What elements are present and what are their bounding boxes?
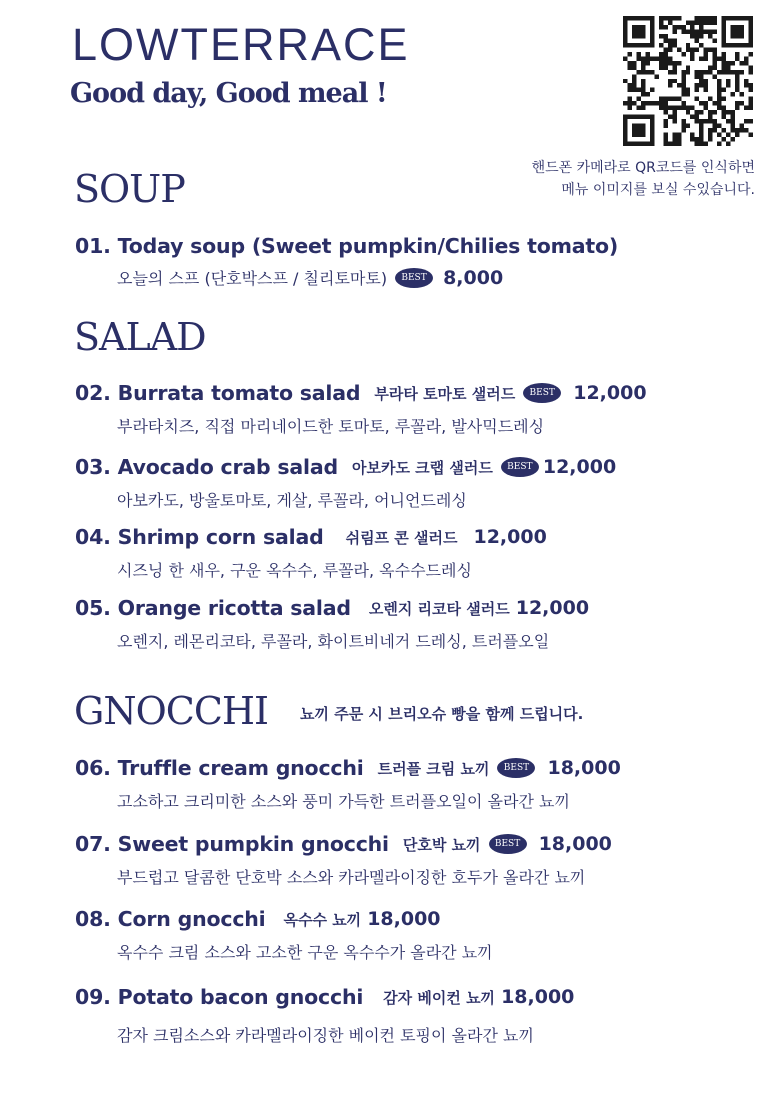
item-korean-name: 오렌지 리코타 샐러드: [368, 599, 510, 618]
item-korean-name: 감자 베이컨 뇨끼: [383, 988, 496, 1007]
menu-item-06: [75, 756, 621, 812]
item-description: 부라타치즈, 직접 마리네이드한 토마토, 루꼴라, 발사믹드레싱: [117, 417, 545, 436]
item-name: 07. Sweet pumpkin gnocchi: [75, 832, 389, 856]
item-name: 08. Corn gnocchi: [75, 907, 266, 931]
item-name: 01. Today soup (Sweet pumpkin/Chilies tomato): [75, 234, 619, 258]
item-description: 고소하고 크리미한 소스와 풍미 가득한 트러플오일이 올라간 뇨끼: [117, 792, 570, 811]
best-badge-icon: BEST: [395, 268, 433, 288]
qr-instruction-line-2: 메뉴 이미지를 보실 수있습니다.: [561, 182, 755, 198]
item-korean-name: 부라타 토마토 샐러드: [374, 384, 516, 403]
menu-item-01: [75, 234, 618, 289]
menu-item-07: [75, 832, 612, 888]
best-badge-icon: BEST: [489, 834, 527, 854]
section-title-soup: SOUP: [74, 167, 185, 211]
menu-item-02: [75, 381, 647, 437]
item-price: 12,000: [515, 597, 590, 619]
qr-code-icon[interactable]: [623, 16, 753, 146]
item-description: 옥수수 크림 소스와 고소한 구운 옥수수가 올라간 뇨끼: [117, 943, 493, 962]
item-korean-name: 아보카도 크랩 샐러드: [352, 458, 493, 477]
menu-item-09: [75, 985, 574, 1046]
section-title-salad: SALAD: [74, 315, 206, 359]
item-description: 부드럽고 달콤한 단호박 소스와 카라멜라이징한 호두가 올라간 뇨끼: [117, 868, 586, 887]
best-badge-icon: BEST: [497, 758, 535, 778]
best-badge-icon: BEST: [501, 457, 539, 477]
gnocchi-note: 뇨끼 주문 시 브리오슈 빵을 함께 드립니다.: [300, 705, 584, 723]
menu-item-04: [75, 525, 547, 581]
item-description: 시즈닝 한 새우, 구운 옥수수, 루꼴라, 옥수수드레싱: [117, 561, 472, 580]
item-korean-name: 트러플 크림 뇨끼: [377, 759, 490, 778]
item-korean-name: 쉬림프 콘 샐러드: [345, 528, 458, 547]
qr-instruction-line-1: 핸드폰 카메라로 QR코드를 인식하면: [531, 160, 755, 176]
item-name: 02. Burrata tomato salad: [75, 381, 361, 405]
item-description: 오렌지, 레몬리코타, 루꼴라, 화이트비네거 드레싱, 트러플오일: [117, 632, 550, 651]
item-price: 12,000: [473, 526, 547, 548]
brand-title: LOWTERRACE: [72, 19, 410, 70]
item-price: 18,000: [501, 986, 575, 1008]
item-price: 18,000: [547, 757, 621, 779]
item-name: 09. Potato bacon gnocchi: [75, 985, 364, 1009]
item-description: 아보카도, 방울토마토, 게살, 루꼴라, 어니언드레싱: [117, 491, 467, 510]
section-title-gnocchi: GNOCCHI: [74, 689, 269, 733]
item-price: 8,000: [443, 266, 504, 289]
menu-item-08: [75, 907, 493, 963]
item-name: 06. Truffle cream gnocchi: [75, 756, 364, 780]
best-badge-icon: BEST: [523, 383, 561, 403]
item-price: 18,000: [367, 908, 441, 930]
item-price: 12,000: [573, 382, 647, 404]
item-price: 18,000: [538, 833, 612, 855]
item-name: 03. Avocado crab salad: [75, 455, 338, 479]
item-korean-name: 오늘의 스프 (단호박스프 / 칠리토마토): [117, 269, 388, 288]
item-korean-name: 옥수수 뇨끼: [283, 910, 362, 929]
item-name: 04. Shrimp corn salad: [75, 525, 324, 549]
menu-item-05: [75, 596, 589, 652]
tagline: Good day, Good meal !: [70, 78, 387, 109]
item-price: 12,000: [542, 456, 617, 478]
menu-item-03: [75, 455, 616, 511]
item-korean-name: 단호박 뇨끼: [402, 835, 481, 854]
item-name: 05. Orange ricotta salad: [75, 596, 351, 620]
qr-instruction: [470, 157, 755, 201]
item-description: 감자 크림소스와 카라멜라이징한 베이컨 토핑이 올라간 뇨끼: [117, 1026, 534, 1045]
